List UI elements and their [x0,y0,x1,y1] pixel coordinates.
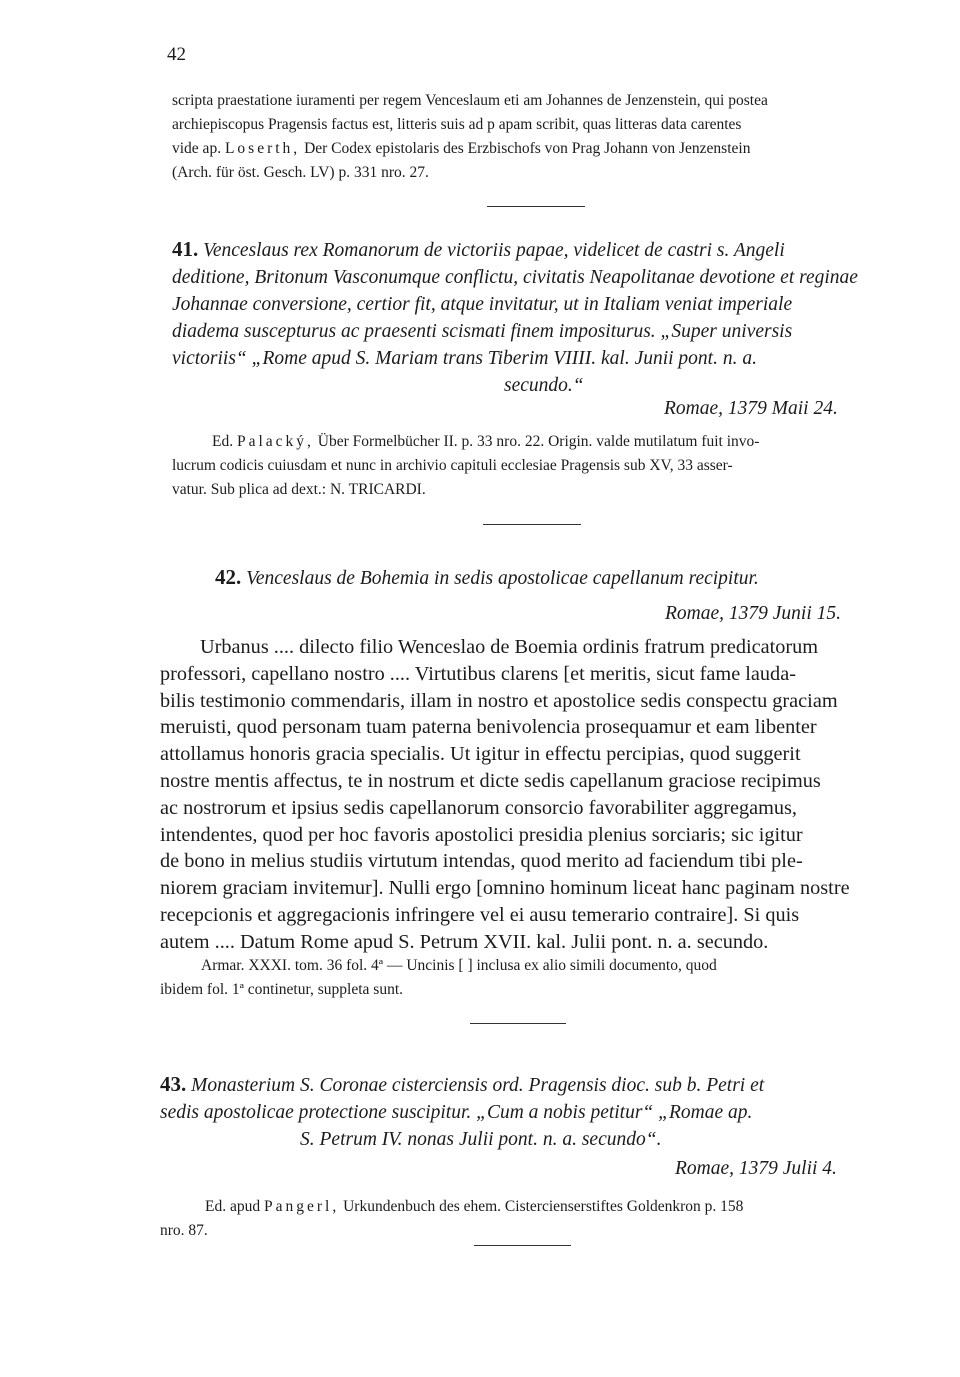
author-palacky: Palacký, [236,433,314,450]
entry-43-regest: 43. Monasterium S. Coronae cisterciensis ord. Pragensis dioc. sub b. Petri et sedis apostolicae protectione suscipitur. „Cum a nobis petitur“ „Romae ap. S. Petrum IV. nonas Julii pont. n. a. secundo“. [160,1072,765,1150]
entry-43-number: 43. [160,1072,187,1096]
entry-43-date: Romae, 1379 Julii 4. [675,1158,837,1179]
entry-43-note: Ed. apud Pangerl, Urkundenbuch des ehem. Cistercienserstiftes Goldenkron p. 158 nro. 87. [160,1198,744,1239]
entry-41-note: Ed. Palacký, Über Formelbücher II. p. 33 nro. 22. Origin. valde mutilatum fuit invo- lucrum codicis cuiusdam et nunc in archivio capituli ecclesiae Pragensis sub XV, 33 asser- vatur. Sub plica ad dext.: N. TRICARDI. [172,433,760,498]
entry-42-note: Armar. XXXI. tom. 36 fol. 4ª — Uncinis [ ] inclusa ex alio simili documento, quod ibidem fol. 1ª continetur, suppleta sunt. [160,957,717,998]
entry-42-date: Romae, 1379 Junii 15. [665,603,842,624]
divider-4 [474,1245,571,1246]
entry-41-date: Romae, 1379 Maii 24. [664,398,838,419]
entry-42-text: Urbanus .... dilecto filio Wenceslao de Boemia ordinis fratrum predicatorum professori, capellano nostro .... Virtutibus clarens [et meritis, sicut fame lauda- bilis testimonio commendaris, illam in nostro et apostolice sedis conspectu graciam meruisti, quod personam tuam paterna benivolencia prosequamur et eam libenter attollamus honoris gracia specialis. Ut igitur in effectu percipias, quod suggerit nostre mentis affectus, te in nostrum et dicte sedis capellanum graciose recipimus ac nostrorum et ipsius sedis capellanorum consorcio favorabiliter aggregamus, intendentes, quod per hoc favoris apostolici presidia plenius sorciaris; sic igitur de bono in melius studiis virtutum intendas, quod merito ad faciendum tibi ple- niorem graciam invitemur]. Nulli ergo [omnino hominum liceat hanc paginam nostre recepcionis et aggregacionis infringere vel ei ausu temerario contraire]. Si quis autem .... Datum Rome apud S. Petrum XVII. kal. Julii pont. n. a. secundo. [160,636,850,953]
page-number: 42 [167,44,186,65]
entry-42-number: 42. [215,565,242,589]
entry-41-number: 41. [172,237,199,261]
preface-note [172,89,905,185]
preface-line-4: (Arch. für öst. Gesch. LV) p. 331 nro. 27. [172,164,429,181]
preface-line-2: archiepiscopus Pragensis factus est, litteris suis ad p apam scribit, quas litteras data carentes [172,116,742,133]
divider-1 [487,206,585,207]
author-loserth: Loserth, [224,140,301,157]
divider-3 [470,1023,566,1024]
entry-42-regest: 42. Venceslaus de Bohemia in sedis apostolicae capellanum recipitur. [215,565,759,589]
author-pangerl: Pangerl, [263,1198,340,1215]
entry-41-regest: 41. Venceslaus rex Romanorum de victoriis papae, videlicet de castri s. Angeli deditione, Britonum Vasconumque conflictu, civitatis Neapolitanae devotione et reginae Johannae conversione, certior fit, atque invitatur, ut in Italiam veniat imperiale diadema suscepturus ac praesenti scismati finem impositurus. „Super universis victoriis“ „Rome apud S. Mariam trans Tiberim VIIII. kal. Junii pont. n. a. secundo.“ [172,237,858,396]
preface-line-3: vide ap. Loserth, Der Codex epistolaris des Erzbischofs von Prag Johann von Jenzenstein [172,140,751,157]
preface-line-1: scripta praestatione iuramenti per regem Venceslaum eti am Johannes de Jenzenstein, qui postea [172,92,768,109]
divider-2 [483,524,581,525]
